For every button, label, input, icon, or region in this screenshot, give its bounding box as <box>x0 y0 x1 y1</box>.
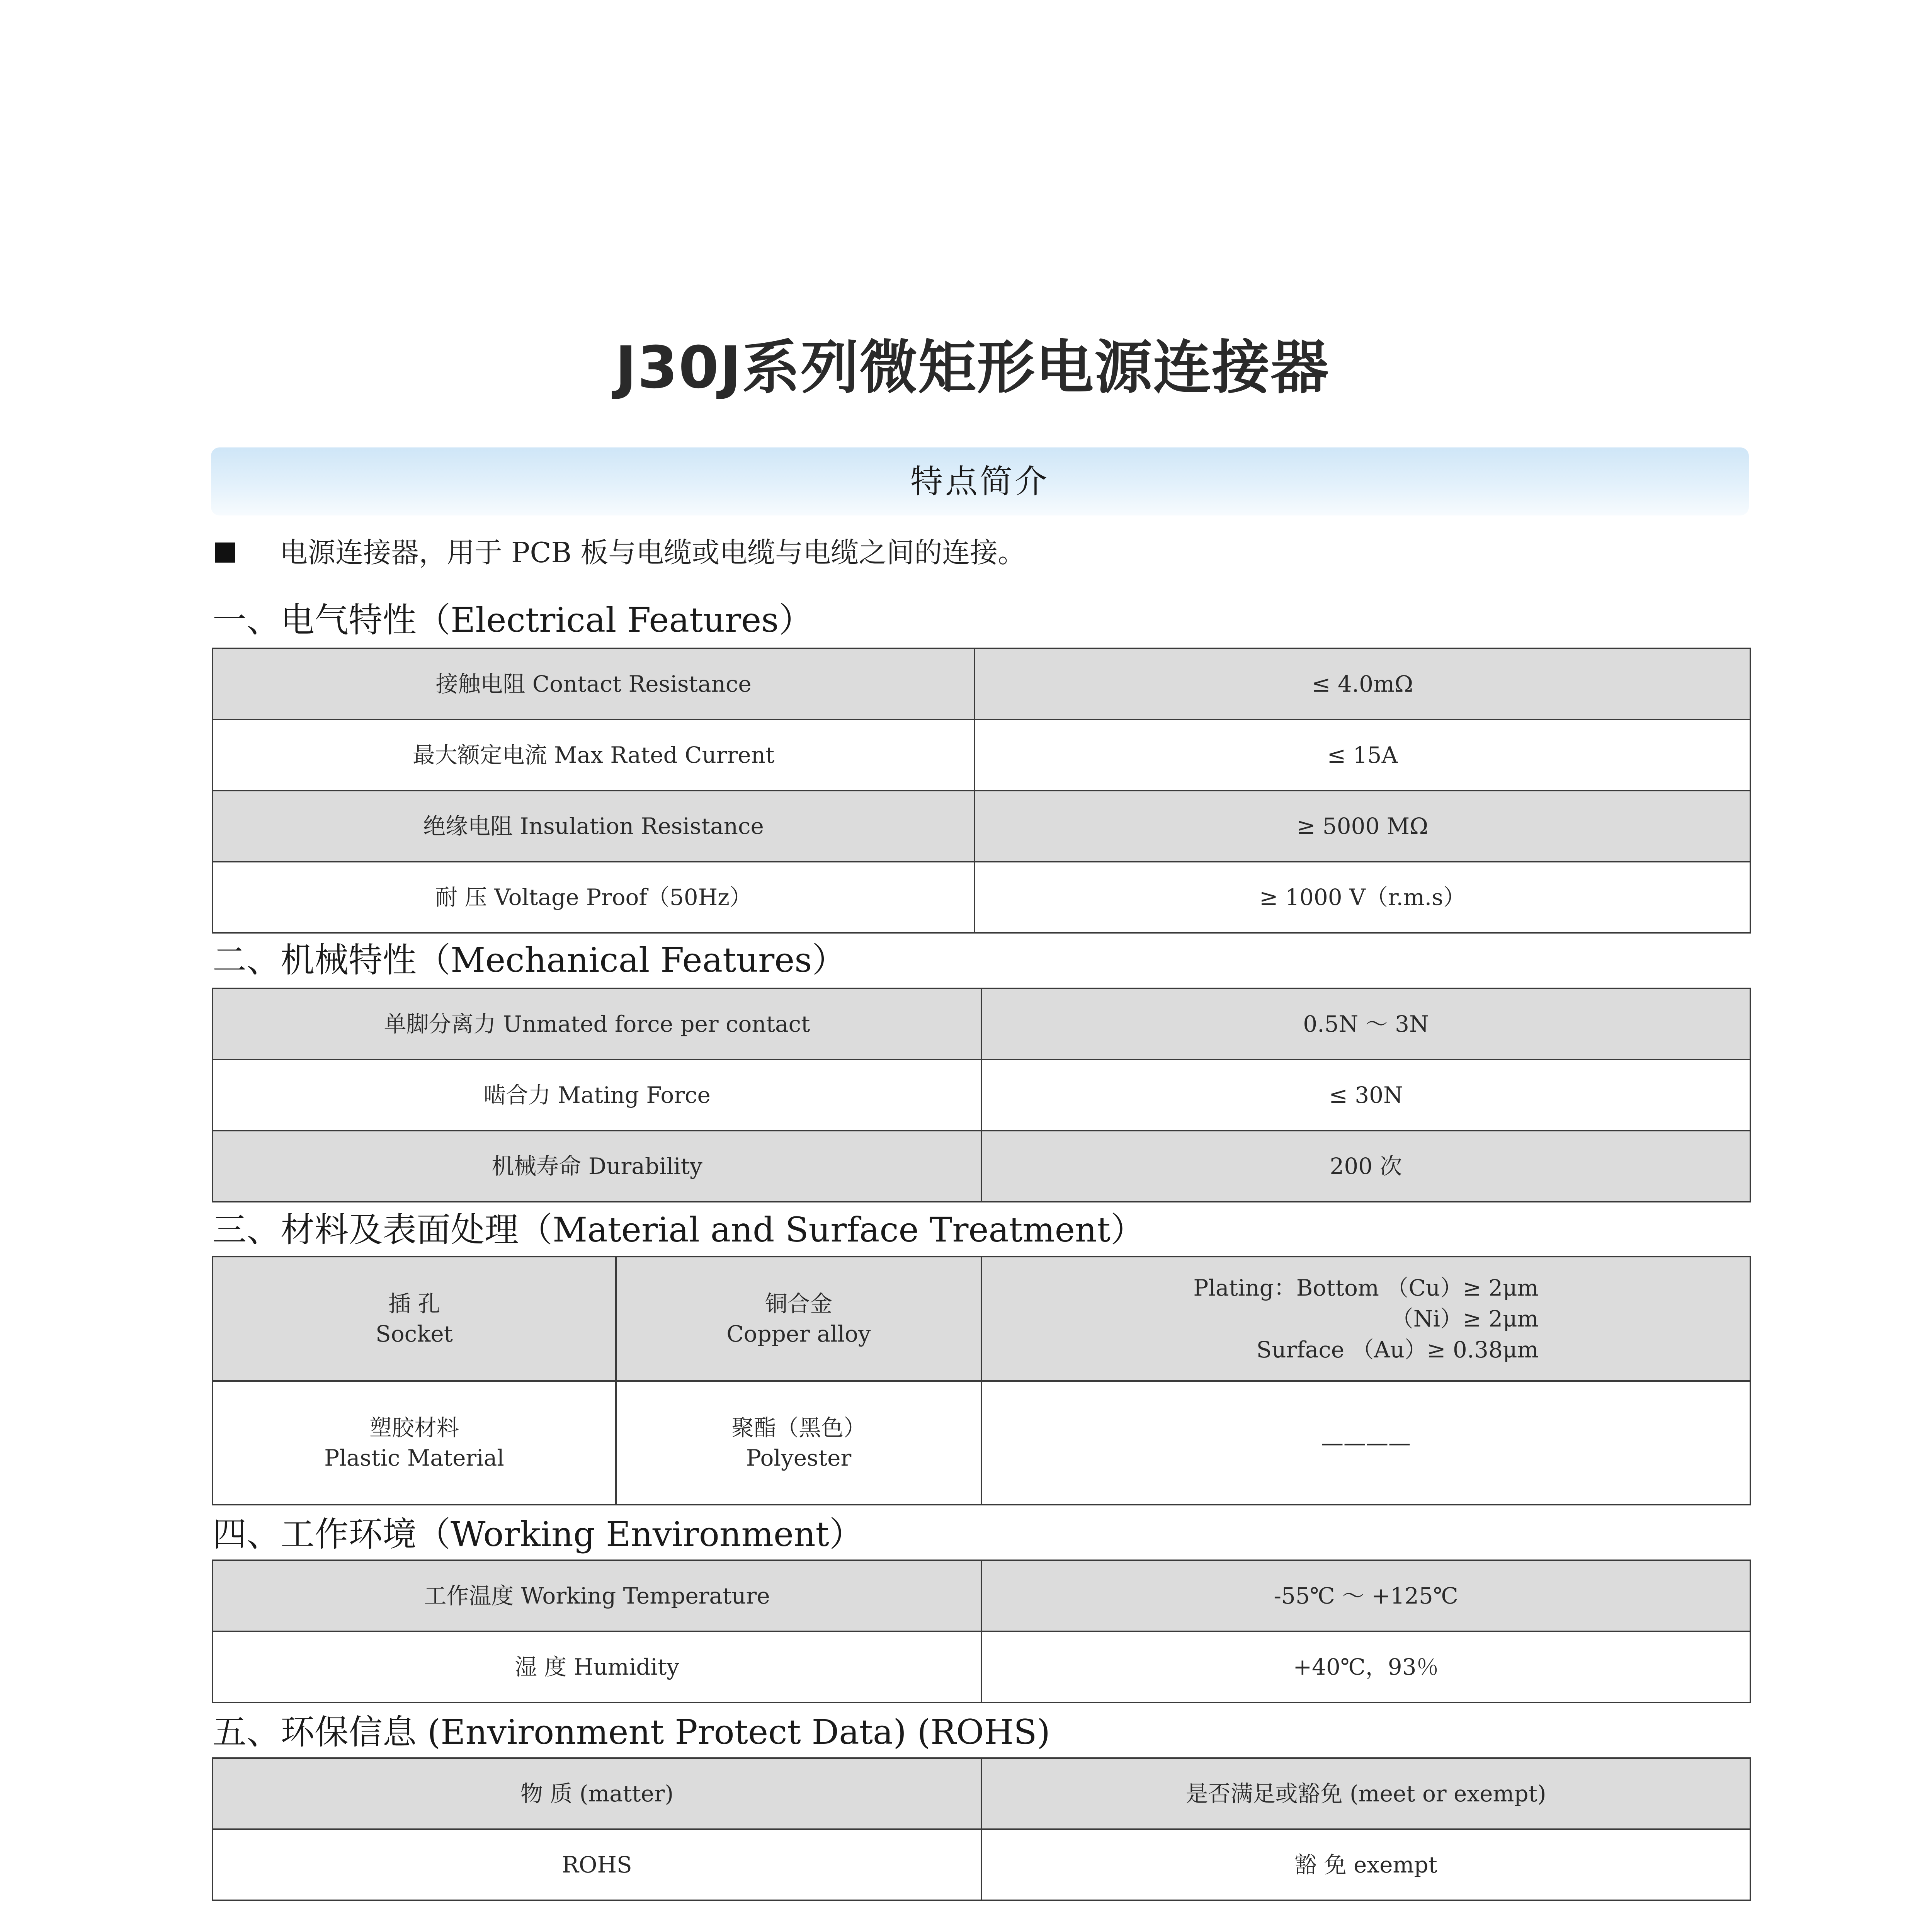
table-row <box>213 1060 1750 1131</box>
plastic-cn: 塑胶材料 <box>369 1414 459 1441</box>
table-cell: 物 质 (matter) <box>213 1758 981 1829</box>
plastic-cell <box>213 1381 616 1505</box>
table-cell: 湿 度 Humidity <box>213 1631 981 1702</box>
table-row <box>213 1381 1750 1505</box>
section-rohs-heading: 五、环保信息 (Environment Protect Data) (ROHS) <box>213 1712 1050 1752</box>
table-cell: 耐 压 Voltage Proof（50Hz） <box>213 862 975 933</box>
table-row <box>213 1758 1750 1829</box>
section-mechanical-heading: 二、机械特性（Mechanical Features） <box>213 940 846 980</box>
section-environment-heading: 四、工作环境（Working Environment） <box>213 1514 864 1554</box>
plating-spec <box>1193 1272 1538 1365</box>
table-cell: 豁 免 exempt <box>981 1829 1750 1900</box>
table-row <box>213 988 1750 1060</box>
section-material-heading: 三、材料及表面处理（Material and Surface Treatment） <box>213 1210 1145 1250</box>
table-cell: 最大额定电流 Max Rated Current <box>213 719 975 791</box>
table-cell: ≤ 30N <box>981 1060 1750 1131</box>
table-row <box>213 862 1750 933</box>
table-cell: 绝缘电阻 Insulation Resistance <box>213 791 975 862</box>
table-row <box>213 1131 1750 1202</box>
table-cell: 接触电阻 Contact Resistance <box>213 648 975 719</box>
plating-line: Plating：Bottom （Cu）≥ 2μm <box>1193 1274 1539 1301</box>
table-cell: 工作温度 Working Temperature <box>213 1560 981 1631</box>
table-cell: 单脚分离力 Unmated force per contact <box>213 988 981 1060</box>
socket-cell <box>213 1257 616 1381</box>
polyester-cn: 聚酯（黑色） <box>731 1414 866 1441</box>
polyester-cell <box>616 1381 981 1505</box>
banner-title: 特点简介 <box>910 463 1049 500</box>
table-row <box>213 791 1750 862</box>
polyester-en: Polyester <box>746 1445 852 1471</box>
table-cell: 机械寿命 Durability <box>213 1131 981 1202</box>
table-row <box>213 648 1750 719</box>
plating-line: Surface （Au）≥ 0.38μm <box>1256 1337 1539 1363</box>
table-row <box>213 1631 1750 1702</box>
copper-cn: 铜合金 <box>765 1290 832 1317</box>
page-title: J30J系列微矩形电源连接器 <box>615 334 1330 401</box>
mechanical-table <box>212 988 1751 1202</box>
table-cell: 是否满足或豁免 (meet or exempt) <box>981 1758 1750 1829</box>
table-cell: -55℃ ～ +125℃ <box>981 1560 1750 1631</box>
square-bullet-icon <box>215 543 235 563</box>
section-electrical-heading: 一、电气特性（Electrical Features） <box>213 600 813 640</box>
table-cell: ≥ 1000 V（r.m.s） <box>975 862 1750 933</box>
copper-en: Copper alloy <box>726 1321 871 1347</box>
environment-table <box>212 1560 1751 1703</box>
table-cell: +40℃，93％ <box>981 1631 1750 1702</box>
socket-cn: 插 孔 <box>388 1290 440 1317</box>
electrical-table <box>212 648 1751 934</box>
table-cell: ≤ 4.0mΩ <box>975 648 1750 719</box>
table-row <box>213 719 1750 791</box>
table-cell: 啮合力 Mating Force <box>213 1060 981 1131</box>
plastic-en: Plastic Material <box>324 1445 504 1471</box>
plastic-treatment-cell: ———— <box>981 1381 1750 1505</box>
table-cell: ≥ 5000 MΩ <box>975 791 1750 862</box>
socket-en: Socket <box>376 1321 453 1347</box>
table-row <box>213 1829 1750 1900</box>
table-cell: 0.5N ～ 3N <box>981 988 1750 1060</box>
table-row <box>213 1257 1750 1381</box>
table-cell: ROHS <box>213 1829 981 1900</box>
table-cell: ≤ 15A <box>975 719 1750 791</box>
plating-line: （Ni）≥ 2μm <box>1391 1305 1539 1332</box>
rohs-table <box>212 1757 1751 1901</box>
intro-line <box>215 529 1026 576</box>
plating-cell <box>981 1257 1750 1381</box>
copper-cell <box>616 1257 981 1381</box>
intro-text: 电源连接器，用于 PCB 板与电缆或电缆与电缆之间的连接。 <box>280 536 1026 569</box>
table-row <box>213 1560 1750 1631</box>
material-table <box>212 1256 1751 1505</box>
table-cell: 200 次 <box>981 1131 1750 1202</box>
features-banner <box>211 447 1749 515</box>
